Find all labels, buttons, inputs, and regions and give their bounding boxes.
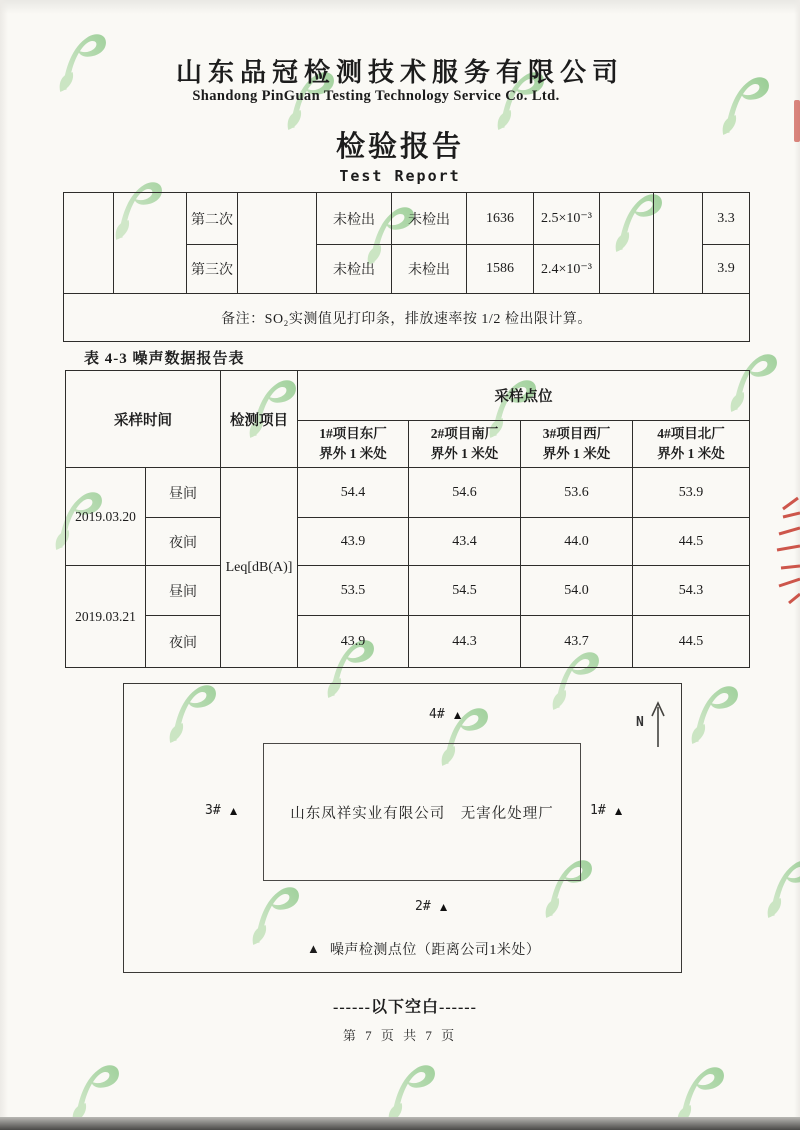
value-cell: 44.0 (521, 518, 633, 566)
date-cell: 2019.03.21 (66, 566, 146, 668)
report-title-en: Test Report (339, 167, 461, 185)
table-cell (600, 193, 654, 294)
value-cell: 54.5 (409, 566, 521, 616)
marker-label: 2# (415, 899, 431, 914)
point-header-3 (521, 421, 633, 468)
value-cell: 43.4 (409, 518, 521, 566)
diagram-legend (307, 939, 540, 959)
table-cell: 未检出 (392, 245, 467, 294)
noise-point-marker-1 (590, 803, 625, 818)
point-header-line: 界外 1 米处 (430, 446, 499, 461)
value-cell: 54.0 (521, 566, 633, 616)
table-cell: 1636 (467, 193, 534, 245)
triangle-marker-icon: ▲ (612, 803, 625, 818)
run-label-cell: 第二次 (187, 193, 238, 245)
value-cell: 44.5 (633, 616, 750, 668)
point-header-1 (298, 421, 409, 468)
table-cell: 未检出 (317, 193, 392, 245)
value-cell: 43.9 (298, 518, 409, 566)
north-indicator (636, 699, 676, 751)
value-cell: 54.6 (409, 468, 521, 518)
point-header-line: 4#项目北厂 (657, 426, 725, 442)
table-cell: 3.9 (703, 245, 750, 294)
data-row (66, 468, 750, 518)
company-name-en: Shandong PinGuan Testing Technology Service Co. Ltd. (192, 88, 560, 104)
table-cell (654, 193, 703, 294)
point-header-line: 界外 1 米处 (542, 446, 611, 461)
point-header-line: 2#项目南厂 (430, 426, 499, 442)
period-cell: 昼间 (146, 566, 221, 616)
north-label: N (636, 715, 644, 730)
factory-label: 山东凤祥实业有限公司 无害化处理厂 (290, 805, 554, 822)
table-cell: 2.4×10⁻³ (534, 245, 600, 294)
value-cell: 44.5 (633, 518, 750, 566)
point-header-line: 界外 1 米处 (657, 446, 725, 461)
table-cell: 未检出 (392, 193, 467, 245)
data-row (66, 616, 750, 668)
value-cell: 53.5 (298, 566, 409, 616)
results-table-fragment (63, 192, 750, 342)
value-cell: 54.4 (298, 468, 409, 518)
value-cell: 43.7 (521, 616, 633, 668)
table-note: 备注：SO₂实测值见打印条，排放速率按 1/2 检出限计算。 (64, 294, 750, 342)
point-header-2 (409, 421, 521, 468)
legend-text: 噪声检测点位（距离公司1米处） (329, 943, 541, 958)
marker-label: 1# (590, 803, 606, 818)
triangle-marker-icon: ▲ (307, 941, 320, 956)
run-label-cell: 第三次 (187, 245, 238, 294)
page-number: 第 7 页 共 7 页 (342, 1028, 458, 1043)
data-row (66, 518, 750, 566)
report-title-cn: 检验报告 (335, 131, 464, 163)
data-row (66, 566, 750, 616)
company-name-cn: 山东品冠检测技术服务有限公司 (175, 58, 624, 87)
point-header-line: 1#项目东厂 (319, 426, 387, 442)
table-cell: 3.3 (703, 193, 750, 245)
period-cell: 夜间 (146, 616, 221, 668)
table-cell (238, 193, 317, 294)
blank-below-note: ------以下空白------ (333, 999, 477, 1016)
value-cell: 53.6 (521, 468, 633, 518)
header-row (66, 371, 750, 421)
value-cell: 53.9 (633, 468, 750, 518)
value-cell: 44.3 (409, 616, 521, 668)
point-header-line: 界外 1 米处 (319, 446, 387, 461)
value-cell: 54.3 (633, 566, 750, 616)
noise-table-title: 表 4-3 噪声数据报告表 (84, 351, 245, 367)
triangle-marker-icon: ▲ (227, 803, 240, 818)
sampling-time-header: 采样时间 (66, 371, 221, 468)
table-cell: 1586 (467, 245, 534, 294)
triangle-marker-icon: ▲ (437, 899, 450, 914)
marker-label: 3# (205, 803, 221, 818)
factory-boundary-box (263, 743, 581, 881)
table-cell: 未检出 (317, 245, 392, 294)
noise-data-table (65, 370, 750, 668)
table-row (64, 193, 750, 245)
test-item-header: 检测项目 (221, 371, 298, 468)
noise-point-marker-3 (205, 803, 240, 818)
site-layout-diagram (123, 683, 682, 973)
sampling-points-header: 采样点位 (298, 371, 750, 421)
date-cell: 2019.03.20 (66, 468, 146, 566)
period-cell: 夜间 (146, 518, 221, 566)
point-header-line: 3#项目西厂 (542, 426, 611, 442)
triangle-marker-icon: ▲ (451, 707, 464, 722)
point-header-4 (633, 421, 750, 468)
period-cell: 昼间 (146, 468, 221, 518)
table-cell (114, 193, 187, 294)
table-cell (64, 193, 114, 294)
test-item-cell: Leq[dB(A)] (221, 468, 298, 668)
marker-label: 4# (429, 707, 445, 722)
noise-point-marker-2 (415, 899, 450, 914)
value-cell: 43.9 (298, 616, 409, 668)
table-note-row (64, 294, 750, 342)
table-cell: 2.5×10⁻³ (534, 193, 600, 245)
noise-point-marker-4 (429, 707, 464, 722)
